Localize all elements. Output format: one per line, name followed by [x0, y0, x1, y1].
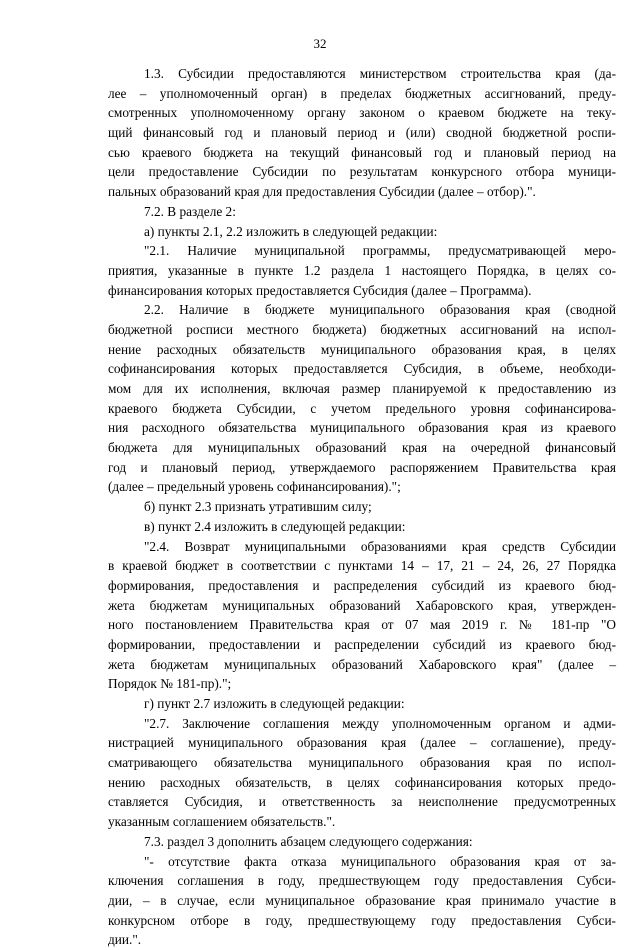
text-line: краевого бюджета Субсидии, с учетом предельного уровня софинансирова- [108, 400, 616, 416]
text-line: щий финансовый год и плановый период и (или) сводной бюджетной роспи- [108, 125, 616, 141]
text-line: нение расходных обязательств муниципального образования края, в целях [108, 341, 616, 357]
text-line: "2.4. Возврат муниципальными образованиями края средств Субсидии [144, 538, 616, 554]
text-line: смотренных уполномоченному органу законом о краевом бюджете на теку- [108, 105, 616, 121]
paragraph-p-v [108, 517, 616, 537]
text-line: "2.1. Наличие муниципальной программы, предусматривающей меро- [144, 243, 616, 259]
paragraph-p-2-1 [108, 241, 616, 300]
text-line: в) пункт 2.4 изложить в следующей редакции: [144, 518, 406, 534]
text-line: указанным соглашением обязательств.". [108, 814, 336, 830]
text-line: бюджетной росписи местного бюджета) бюджетных ассигнований на испол- [108, 321, 616, 337]
paragraph-p-a [108, 222, 616, 242]
text-line: дии.". [108, 932, 142, 948]
text-line: а) пункты 2.1, 2.2 изложить в следующей редакции: [144, 223, 438, 239]
document-body [108, 64, 616, 950]
page-number: 32 [313, 36, 327, 51]
text-line: конкурсном отборе в году, предшествующему году предоставления Субси- [108, 912, 616, 928]
text-line: г) пункт 2.7 изложить в следующей редакции: [144, 696, 405, 711]
text-line: формирования, предоставления и распределения субсидий из краевого бюд- [108, 577, 616, 593]
text-line: бюджета для муниципальных образований края на очередной финансовый [108, 440, 616, 456]
paragraph-p-2-7 [108, 714, 616, 832]
text-line: жета бюджетам муниципальных образований Хабаровского края" (далее – [108, 656, 616, 672]
paragraph-p-7-2 [108, 202, 616, 222]
text-line: нистрацией муниципального образования края (далее – соглашение), преду- [108, 735, 616, 751]
text-line: финансирования которых предоставляется Субсидия (далее – Программа). [108, 282, 532, 298]
text-line: ставляется Субсидия, и ответственность за неисполнение предусмотренных [108, 794, 616, 810]
text-line: сматривающего обязательства муниципального образования края по испол- [108, 755, 616, 771]
paragraph-p-2-4 [108, 537, 616, 695]
text-line: дии, – в случае, если муниципальное образование края принимало участие в [108, 892, 616, 908]
text-line: год и плановый период, утверждаемого распоряжением Правительства края [108, 459, 616, 475]
paragraph-p-2-2 [108, 300, 616, 497]
text-line: софинансирования которых предоставляется Субсидия, в объеме, необходи- [108, 361, 616, 377]
text-line: 7.2. В разделе 2: [144, 203, 236, 219]
text-line: ключения соглашения в году, предшествующем году предоставления Субси- [108, 873, 616, 889]
text-line: сью краевого бюджета на текущий финансовый год и плановый период на [108, 144, 616, 160]
text-line: приятия, указанные в пункте 1.2 раздела 1 настоящего Порядка, в целях со- [108, 262, 616, 278]
text-line: ния расходного обязательства муниципального образования края из краевого [108, 420, 616, 436]
text-line: "- отсутствие факта отказа муниципального образования края от за- [144, 853, 616, 869]
paragraph-p-dash [108, 852, 616, 950]
text-line: ного постановлением Правительства края от 07 мая 2019 г. № 181-пр "О [108, 617, 616, 633]
text-line: Порядок № 181-пр)."; [108, 676, 232, 692]
text-line: б) пункт 2.3 признать утратившим силу; [144, 499, 372, 515]
text-line: цели предоставление Субсидии по результатам конкурсного отбора муници- [108, 164, 616, 180]
text-line: "2.7. Заключение соглашения между уполномоченным органом и адми- [144, 715, 616, 731]
text-line: мом для их исполнения, включая размер планируемой к предоставлению из [108, 381, 616, 396]
paragraph-p-b [108, 497, 616, 517]
paragraph-p-g [108, 694, 616, 714]
text-line: 1.3. Субсидии предоставляются министерством строительства края (да- [144, 66, 616, 81]
text-line: 2.2. Наличие в бюджете муниципального образования края (сводной [144, 302, 616, 318]
paragraph-p-1-3 [108, 64, 616, 202]
paragraph-p-7-3 [108, 832, 616, 852]
text-line: формировании, предоставлении и распределении субсидий из краевого бюд- [108, 636, 616, 652]
text-line: 7.3. раздел 3 дополнить абзацем следующего содержания: [144, 833, 473, 849]
text-line: нению расходных обязательств, в целях софинансирования которых предо- [108, 774, 616, 790]
text-line: в краевой бюджет в соответствии с пунктами 14 – 17, 21 – 24, 26, 27 Порядка [108, 558, 616, 574]
text-line: жета бюджетам муниципальных образований Хабаровского края, утвержден- [108, 597, 616, 613]
text-line: (далее – предельный уровень софинансирования)."; [108, 479, 401, 495]
text-line: лее – уполномоченный орган) в пределах бюджетных ассигнований, преду- [108, 85, 616, 101]
text-line: пальных образований края для предоставления Субсидии (далее – отбор).". [108, 184, 536, 200]
